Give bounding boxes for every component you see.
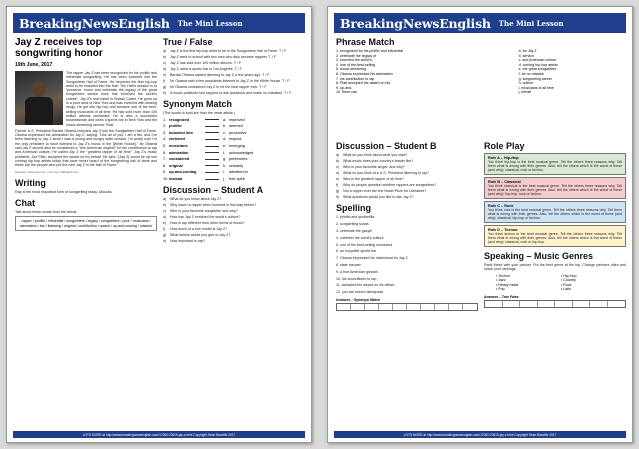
roleplay-list [484,153,626,247]
spelling-list [336,215,478,294]
discussion-a-text: Who is your favourite songwriter and why? [170,209,238,214]
discussion-a-item [163,203,305,207]
synonym-number: 4. [163,137,167,142]
truefalse-item [163,79,305,83]
synonym-match: admitted to [229,170,248,175]
synonym-match: productive [229,130,247,135]
discussion-a-item [163,197,305,201]
discussion-b-number: e) [336,177,340,181]
synonym-letter: c. [223,130,226,135]
phrase-end: a. for Jay Z [518,49,537,53]
genre-item: • Rock [561,282,572,287]
synonym-word: instead [169,177,183,182]
spelling-text: 3. celebrate the gacyle [336,229,373,233]
spelling-text: 8. state tnsoaer [336,262,361,267]
genre-item: • Jazz [496,278,506,283]
discussion-b-text: Who is the greatest rapper of all time? [343,177,404,181]
discussion-a-number: g) [163,233,167,238]
phrase-match-grid [336,49,626,95]
discussion-b-item [336,153,478,157]
spelling-heading: Spelling [336,203,372,214]
discussion-b-number: a) [336,153,340,157]
discussion-a-heading: Discussion – Student A [163,185,264,196]
spelling-item [336,222,478,226]
truefalse-text: Jay Z is the first hip-hop artist to be in the Songwriters Hall of Fame. T / F [170,49,287,53]
discussion-a-number: f) [163,227,166,232]
synonym-match: performers [229,157,248,162]
role-card [484,225,626,247]
role-description: You think classical is the best musical genre. Tell the others three reasons why. Tell them what is wrong with their genres. Also, tell the others which is the worst of these (and why): hip-hop, rock or techno. [488,183,622,197]
discussion-b-number: c) [336,165,339,169]
roleplay-heading: Role Play [484,141,525,151]
right-banner [334,13,626,33]
phrase-start: 8. Platt accepted the award on his [336,81,391,86]
truefalse-text: Jay Z owns a sports bar in Los Angeles. T / F [170,67,242,71]
synonym-match: emerging [229,144,245,149]
article-title: Jay Z receives top songwriting honor [15,37,103,59]
synonym-blank [205,152,219,153]
discussion-a-text: How is rap different from other forms of music? [170,221,245,226]
discussion-b-item [336,183,478,187]
synonym-item [163,164,305,168]
discussion-a-item [163,215,305,219]
spelling-text: 10. his cnourtitiobn to rap [336,276,377,281]
role-card [484,201,626,223]
truefalse-text: Jay Z has sold over 100 million albums. T / F [170,61,242,65]
synonym-blank [205,132,219,133]
phrase-start: 6. Obama expressed his admiration [336,71,393,76]
brand-title: BreakingNewsEnglish [19,15,170,31]
phrase-start: 9. up-and- [336,85,353,90]
brand-subtitle: The Mini Lesson [177,18,243,28]
genre-list [484,274,626,292]
synonym-word: recognized [169,117,190,122]
role-description: You think rock is the best musical genre. Tell the others three reasons why. Tell them what is wrong with their genres. Also, tell the others which is the worst of these (and why): classical, hip-hop or techno. [488,207,622,221]
synonym-number: 6. [163,150,167,155]
synonym-letter: f. [223,150,226,155]
synonym-match: free spirit [229,177,245,182]
spelling-text: 5. one of the best-selling niuicssma [336,242,393,247]
synonym-letter: h. [223,163,227,168]
synonym-match: improved [229,117,245,122]
discussion-b-item [336,177,478,181]
exercise-column [163,37,305,426]
synonym-blank [205,165,219,166]
spelling-item [336,256,478,260]
synonym-item [163,144,305,148]
spelling-text: 9. a true American giroianl [336,269,378,274]
phrase-start: 5. music streaming [336,67,367,72]
discussion-a-item [163,239,305,243]
discussion-a-number: b) [163,203,167,208]
synonym-heading: Synonym Match [163,99,233,110]
synonym-blank [205,139,219,140]
truefalse-item [163,55,305,59]
spelling-item [336,243,478,247]
truefalse-text: A music publisher told rappers to ask questions and make no mistakes. T / F [170,91,292,95]
right-left-column [336,141,478,426]
discussion-b-number: g) [336,189,340,193]
synonym-item [163,177,305,181]
synonym-item [163,151,305,155]
synonym-item [163,157,305,161]
role-description: You think techno is the best musical genre. Tell the others three reasons why. Tell them what is wrong with their genres. Also, tell the others which is the worst of these (and why): classical, rock or hip-hop. [488,231,622,244]
synonym-number: 2. [163,124,167,129]
spelling-item [336,290,478,294]
discussion-b-number: f) [336,183,339,187]
synonym-letter: g. [223,157,227,162]
phrase-end: c. and American culture [518,58,557,63]
discussion-a-text: Why hasn't a rapper been honored in this way before? [170,203,257,208]
synonym-item [163,131,305,135]
discussion-b-number: b) [336,159,340,163]
synonym-blank [205,172,219,173]
discussion-a-text: How much of a role model is Jay Z? [170,227,228,232]
synonym-word: admiration [169,150,189,155]
truefalse-list [163,49,305,95]
right-footer: LOTS MORE at http://www.breakingnewsenglish.com/1706/170619-jay-z.html Copyright Sean Banville 2017 [334,431,626,438]
discussion-b-text: What music does your country's leader like? [343,159,414,163]
answers-synonym-grid [336,303,478,311]
phrase-match-right [519,49,626,95]
speaking-heading: Speaking – Music Genres [484,251,594,261]
truefalse-number: e) [163,73,167,77]
spelling-text: 11. accepted the award on his afbleh [336,283,395,288]
synonym-letter: d. [223,137,227,142]
truefalse-number: f) [163,79,166,83]
truefalse-item [163,73,305,77]
truefalse-number: c) [163,61,166,65]
discussion-b-number: h) [336,195,340,199]
role-title: Role C – Rock [488,203,514,208]
phrase-end: i. musicians of all time [518,85,554,90]
left-footer: LOTS MORE at http://www.breakingnewsenglish.com/1706/170619-jay-z.html Copyright Sean Banville 2017 [13,431,305,438]
article-sources: Sources: nbcnews.com / npr.org / billboard.com [15,169,79,174]
role-title: Role A – Hip-Hop [488,156,519,160]
left-page [6,6,312,443]
synonym-number: 9. [163,170,167,175]
discussion-b-text: Why do people question whether rappers are songwriters? [343,183,437,187]
genre-item: • Pop [496,287,505,292]
role-card [484,177,626,199]
discussion-b-text: Not a rapper ever win the Nobel Prize for Literature? [343,189,427,193]
synonym-item [163,137,305,141]
discussion-b-item [336,171,478,175]
answers-synonym-label: Answers – Synonym Match [336,297,380,302]
phrase-end: h. culture [518,81,534,86]
brand-subtitle: The Mini Lesson [498,18,564,28]
synonym-item [163,124,305,128]
synonym-item [163,118,305,122]
phrase-match-section [336,37,626,139]
truefalse-number: b) [163,55,167,59]
synonym-letter: e. [223,144,227,149]
discussion-a-item [163,221,305,225]
synonym-number: 5. [163,144,167,149]
phrase-start: 10. there can [336,90,357,95]
phrase-match-heading: Phrase Match [336,37,395,47]
truefalse-item [163,85,305,89]
genre-item: • Heavy metal [496,282,519,287]
truefalse-item [163,49,305,53]
discussion-b-text: Who is your favourite singer, and why? [343,165,405,169]
synonym-match: certainly [229,163,244,168]
truefalse-number: d) [163,67,167,71]
discussion-b-text: What questions would you like to ask Jay Z? [343,195,414,199]
truefalse-text: Mr Obama considered Jay Z to be the best rapper ever. T / F [170,85,267,89]
article-column [15,37,157,426]
discussion-b-heading: Discussion – Student B [336,141,437,151]
truefalse-text: Jay Z went to school with two men who also became rappers. T / F [170,55,277,59]
spelling-text: 4. cdhineer the world's culture [336,235,384,240]
article-paragraph-2: Former U.S. President Barack Obama inducted Jay Z into the Songwriters Hall of Fame. Obama expressed his admiration for Jay Z, saying: "Like all of you, I am a fan, and I've been listening to Jay Z since I was a young and hungry state senator. I'm pretty sure I'm the only president to have listened to Jay Z's music in the [White House]." Mr Obama said Jay Z should also be considered a "true American original" for the contribution to rap and American culture. He called Jay Z the "greatest rapper of all time". Jay Z's music publisher, Jon Platt, accepted the award on his behalf. He said: "[Jay Z] would be up one coming hip-hop artists today that have never heard of the songwriting hall of fame and these are the people who put the next Jay Z in the Hall of Fame." [15,128,157,168]
truefalse-item [163,67,305,71]
discussion-a-text: What advice would you give to Jay Z? [170,233,231,238]
synonym-word: up-and-coming [169,170,197,175]
truefalse-text: Mr Obama said a few presidents listened to Jay Z in the White House. T / F [170,79,290,83]
synonym-letter: j. [223,177,225,182]
synonym-number: 3. [163,130,167,135]
spelling-item [336,263,478,267]
phrase-end: e. the great songwriters [518,67,557,72]
discussion-b-number: d) [336,171,340,175]
genre-item: • Techno [496,273,510,278]
spelling-text: 7. Obama expressed his iradnoimat for Jay Z [336,256,408,261]
truefalse-text: Barack Obama started listening to Jay Z a few years ago. T / F [170,73,270,77]
spelling-item [336,236,478,240]
discussion-a-list [163,197,305,243]
synonym-letter: b. [223,124,227,129]
role-title: Role B – Classical [488,179,521,184]
synonym-blank [205,159,219,160]
spelling-item [336,283,478,287]
discussion-a-text: How has Jay Z enriched the world's culture? [170,215,241,220]
chat-intro: Talk about these words from the article. [15,209,78,214]
article-photo [15,71,63,125]
synonym-word: musicians [169,144,188,149]
truefalse-number: h) [163,91,167,95]
synonym-match: deemed [229,124,243,129]
discussion-a-number: d) [163,215,167,220]
discussion-a-number: a) [163,197,167,202]
truefalse-number: g) [163,85,167,89]
spelling-text: 2. songwriting scrwa [336,222,369,227]
right-right-column [484,141,626,426]
discussion-b-item [336,165,478,169]
synonym-blank [205,126,219,127]
synonym-number: 10. [163,177,169,182]
phrase-start: 4. one of the best-selling [336,62,376,67]
article-date: 19th June, 2017 [15,62,53,68]
answers-truefalse-grid [484,300,626,308]
synonym-word: original [169,163,183,168]
phrase-start: 3. enriched the world's [336,58,372,63]
discussion-a-number: h) [163,239,167,244]
answers-truefalse-label: Answers – True False [484,294,519,299]
genre-item: • Latin [561,287,572,292]
synonym-word: considered [169,157,190,162]
synonym-letter: i. [223,170,225,175]
left-banner [13,13,305,33]
role-title: Role D – Techno [488,227,518,232]
right-page [327,6,633,443]
synonym-blank [205,119,219,120]
speaking-intro: Rank these with your partner. Put the best genre at the top. Change partners often and share your rankings. [484,263,626,272]
phrase-end: g. songwriting career [518,76,552,81]
truefalse-number: a) [163,49,167,53]
phrase-match-left [336,49,519,95]
synonym-number: 8. [163,163,167,168]
phrase-end: j. behalf [518,90,532,95]
phrase-start: 7. his contribution to rap [336,76,375,81]
spelling-text: 6. an exxpdeiir sports bar [336,249,377,254]
spelling-item [336,215,478,219]
spelling-item [336,277,478,281]
synonym-word: enriched [169,137,185,142]
genre-item: • Country [561,278,576,283]
article-paragraph-1: The rapper Jay Z has been recognized for his prolific and influential songwriting. He has been inducted into the Songwriters Hall of Fame. He becomes the first hip-hop artist to be inducted into the Hall. The Hall's mission is to "preserve, honor and celebrate the legacy of the great songwriters whose work has enriched the world's culture". Jay Z's real name is Shawn Carter. He grew up in a poor area of New York and was involved with dealing drugs. He got into hip-hop and became one of the best-selling musicians of all time. He has sold more than 100 million albums worldwide. He is also a successful businessman and owns a sports bar in New York and the music streaming service Tidal. [66,71,157,127]
article-body [15,71,157,168]
discussion-b-text: What do you think about what you read? [343,153,408,157]
synonym-match: respect [229,137,242,142]
discussion-b-list [336,153,478,199]
truefalse-item [163,91,305,95]
synonym-match: acknowledged [229,150,254,155]
synonym-list [163,118,305,181]
synonym-letter: a. [223,117,227,122]
genre-item: • Hip-Hop [561,273,577,278]
truefalse-item [163,61,305,65]
chat-heading: Chat [15,197,35,208]
spelling-text: 12. you are mixed mierstpdas [336,290,384,295]
phrase-end: b. service [518,53,534,58]
brand-title: BreakingNewsEnglish [340,15,491,31]
discussion-b-text: What do you think of a U.S. President listening to rap? [343,171,430,175]
role-card [484,153,626,175]
synonym-intro: (The words in bold are from the news article.) [163,111,236,116]
discussion-a-item [163,209,305,213]
synonym-blank [205,146,219,147]
phrase-start: 2. celebrate the legacy of [336,53,377,58]
discussion-a-number: e) [163,221,167,226]
role-description: You think hip-hop is the best musical genre. Tell the others three reasons why. Tell them what is wrong with their genres. Also, tell the others which is the worst of these (and why): classical, rock or techno. [488,160,622,173]
truefalse-heading: True / False [163,37,213,47]
synonym-blank [205,179,219,180]
discussion-a-number: c) [163,209,166,214]
phrase-start: 1. recognized for his prolific and influential [336,49,403,53]
synonym-number: 1. [163,117,167,122]
writing-heading: Writing [15,177,46,188]
synonym-number: 7. [163,157,167,162]
spelling-text: 1. prolific and ynctuefilla [336,215,375,220]
spelling-item [336,270,478,274]
writing-text: Rap is the most important form of songwriting today. Discuss. [15,189,113,194]
phrase-end: f. be no mistake [518,71,544,76]
synonym-item [163,170,305,174]
synonym-word: inducted into [169,130,193,135]
discussion-a-text: What do you know about Jay Z? [170,197,222,202]
spelling-item [336,249,478,253]
discussion-b-item [336,159,478,163]
discussion-a-item [163,227,305,231]
spelling-item [336,229,478,233]
discussion-b-item [336,189,478,193]
discussion-a-item [163,233,305,237]
discussion-a-text: How important is rap? [170,239,205,244]
synonym-word: prolific [169,124,182,129]
chat-words: rapper / prolific / influential / songwriters / legacy / songwriters / poor / musicians / admiration / fan / listening / original / contribution / award / up-and-coming / mission [15,216,157,231]
phrase-end: d. coming hip-hop artists [518,62,558,67]
discussion-b-item [336,195,478,199]
